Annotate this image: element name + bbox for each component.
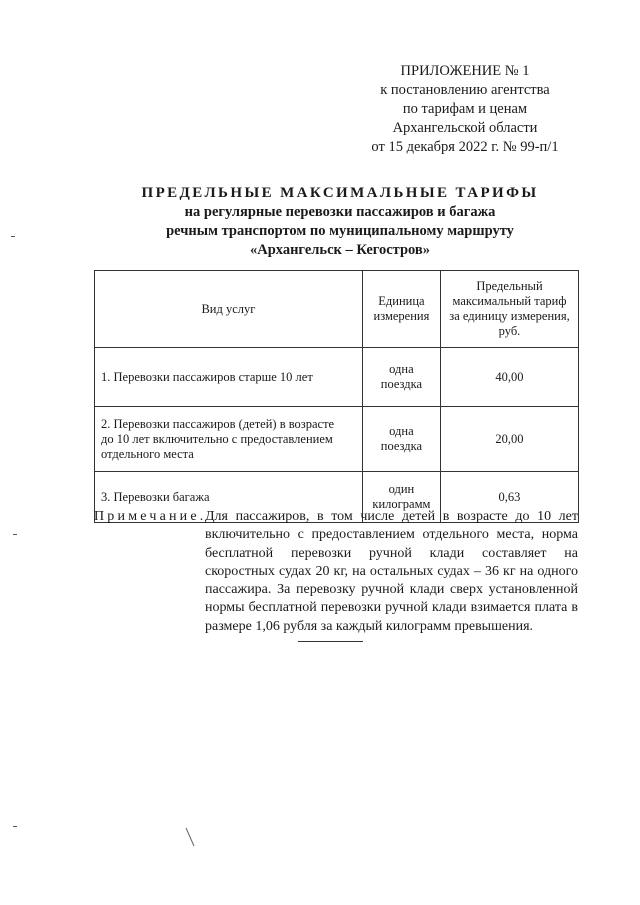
row-service (95, 348, 363, 407)
row-service-line: 3. Перевозки багажа (101, 489, 210, 504)
header-tariff-line: руб. (498, 324, 521, 338)
header-unit (362, 271, 440, 348)
header-unit-line: Единица (378, 294, 425, 308)
row-unit (362, 407, 440, 472)
title-sub-line: речным транспортом по муниципальному маршруту (166, 223, 514, 239)
header-service-text: Вид услуг (201, 301, 256, 316)
row-service-line: 2. Перевозки пассажиров (детей) в возрасте (101, 416, 335, 431)
tariff-table (94, 270, 579, 523)
row-service (95, 407, 363, 472)
row-tariff: 0,63 (440, 472, 578, 523)
row-unit (362, 348, 440, 407)
note-text: Для пассажиров, в том числе детей в возрасте до 10 лет включительно с предоставлением отдельного места, норма бесплатной перевозки ручной клади составляет на скоростных судах 20 кг, на остальных судах – 36 кг на одного пассажира. За перевозку ручной клади сверх установленной нормы бесплатной перевозки ручной клади взимается плата в размере 1,06 рубля за каждый килограмм превышения. (205, 509, 578, 634)
header-unit-line: измерения (373, 309, 430, 323)
scan-mark (13, 534, 17, 535)
appendix-block (360, 62, 570, 157)
row-tariff: 40,00 (440, 348, 578, 407)
row-unit-line: килограмм (372, 497, 431, 511)
header-tariff-line: Предельный (476, 279, 543, 293)
title-sub-line: «Архангельск – Кегостров» (249, 242, 430, 258)
appendix-line: по тарифам и ценам (402, 101, 528, 117)
scan-mark (13, 826, 17, 827)
note-label: Примечание. (94, 509, 207, 524)
table-row (95, 348, 579, 407)
scan-stroke (184, 826, 196, 848)
row-service-line: отдельного места (101, 446, 194, 461)
title-main: ПРЕДЕЛЬНЫЕ МАКСИМАЛЬНЫЕ ТАРИФЫ (141, 185, 539, 201)
appendix-line: от 15 декабря 2022 г. № 99-п/1 (371, 139, 559, 155)
row-unit-line: поездка (380, 439, 423, 453)
closing-rule (298, 641, 363, 642)
row-unit-line: одна (389, 424, 414, 438)
row-service-line: 1. Перевозки пассажиров старше 10 лет (101, 369, 313, 384)
row-unit-line: один (388, 482, 415, 496)
appendix-line: к постановлению агентства (380, 82, 550, 98)
header-tariff-line: максимальный тариф (452, 294, 567, 308)
row-unit-line: поездка (380, 377, 423, 391)
title-sub-line: на регулярные перевозки пассажиров и багажа (184, 204, 496, 220)
table-row (95, 407, 579, 472)
table-header-row (95, 271, 579, 348)
header-tariff (440, 271, 578, 348)
row-unit-line: одна (389, 362, 414, 376)
header-tariff-line: за единицу измерения, (449, 309, 570, 323)
row-tariff: 20,00 (440, 407, 578, 472)
appendix-line: ПРИЛОЖЕНИЕ № 1 (400, 63, 530, 79)
document-title (100, 183, 580, 260)
appendix-line: Архангельской области (392, 120, 538, 136)
scan-mark (11, 236, 15, 237)
row-service-line: до 10 лет включительно с предоставлением (101, 431, 333, 446)
header-service (95, 271, 363, 348)
